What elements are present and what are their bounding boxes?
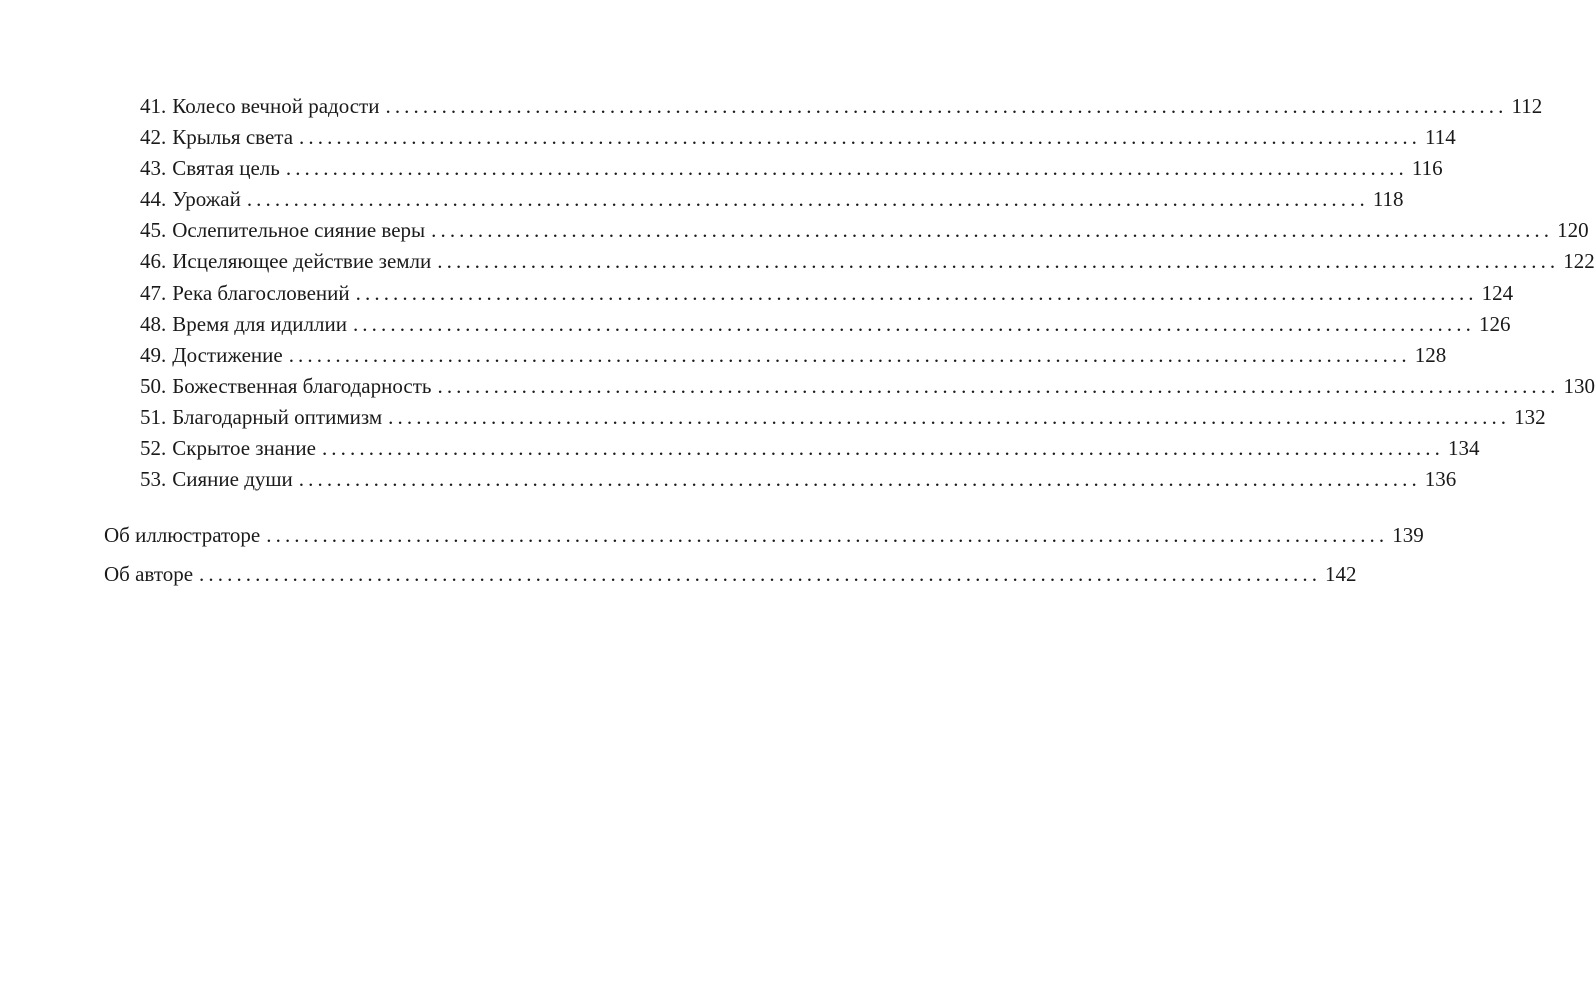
chapter-title: Крылья света <box>172 125 294 149</box>
page-number: 136 <box>1424 467 1457 491</box>
chapter-number: 46. <box>140 249 167 273</box>
dot-leader: ........................................................................................................................ <box>385 94 1508 118</box>
page-number: 114 <box>1425 125 1456 149</box>
chapter-number: 49. <box>140 343 167 367</box>
chapter-number: 47. <box>140 281 167 305</box>
toc-entry-51 <box>140 402 1546 433</box>
page-number: 120 <box>1557 218 1589 242</box>
chapter-number: 48. <box>140 312 167 336</box>
chapter-title: Достижение <box>172 343 283 367</box>
toc-entry-47 <box>140 278 1514 309</box>
chapter-number: 43. <box>140 156 167 180</box>
dot-leader: ........................................................................................................................ <box>352 312 1475 336</box>
toc-entry-46 <box>140 246 1595 277</box>
toc-entry-41 <box>140 91 1543 122</box>
chapter-number: 44. <box>140 187 167 211</box>
chapter-number: 51. <box>140 405 167 429</box>
page-number: 112 <box>1511 94 1543 118</box>
dot-leader: ........................................................................................................................ <box>355 281 1478 305</box>
dot-leader: ........................................................................................................................ <box>431 218 1554 242</box>
page-number: 134 <box>1447 436 1480 460</box>
chapter-number: 52. <box>140 436 167 460</box>
toc-entry-53 <box>140 464 1457 495</box>
chapter-title: Колесо вечной радости <box>172 94 380 118</box>
dot-leader: ........................................................................................................................ <box>437 249 1560 273</box>
toc-entry-49 <box>140 340 1447 371</box>
page-number: 142 <box>1325 562 1357 586</box>
chapter-number: 50. <box>140 374 167 398</box>
chapter-number: 45. <box>140 218 167 242</box>
chapter-title: Ослепительное сияние веры <box>172 218 426 242</box>
dot-leader: ........................................................................................................................ <box>285 156 1408 180</box>
page-number: 116 <box>1411 156 1443 180</box>
chapter-title: Благодарный оптимизм <box>172 405 383 429</box>
page-number: 124 <box>1481 281 1514 305</box>
dot-leader: ........................................................................................................................ <box>246 187 1369 211</box>
page-number: 126 <box>1478 312 1511 336</box>
toc-entry-45 <box>140 215 1589 246</box>
toc-entry-about-author <box>104 559 1357 590</box>
dot-leader: ........................................................................................................................ <box>298 467 1421 491</box>
chapter-title: Скрытое знание <box>172 436 316 460</box>
chapter-title: Время для идиллии <box>172 312 347 336</box>
dot-leader: ........................................................................................................................ <box>437 374 1560 398</box>
section-title: Об авторе <box>104 562 194 586</box>
toc-entry-about-illustrator <box>104 520 1424 551</box>
toc-entry-52 <box>140 433 1480 464</box>
page-number: 130 <box>1563 374 1595 398</box>
toc-entry-48 <box>140 309 1511 340</box>
dot-leader: ........................................................................................................................ <box>321 436 1444 460</box>
chapter-number: 42. <box>140 125 167 149</box>
chapter-title: Исцеляющее действие земли <box>172 249 432 273</box>
chapter-number: 53. <box>140 467 167 491</box>
dot-leader: ........................................................................................................................ <box>388 405 1511 429</box>
chapter-title: Река благословений <box>172 281 350 305</box>
page-number: 132 <box>1514 405 1546 429</box>
dot-leader: ........................................................................................................................ <box>199 562 1322 586</box>
chapter-title: Сияние души <box>172 467 293 491</box>
toc-entry-42 <box>140 122 1456 153</box>
page-number: 122 <box>1563 249 1595 273</box>
chapter-title: Святая цель <box>172 156 280 180</box>
page-number: 118 <box>1372 187 1404 211</box>
dot-leader: ........................................................................................................................ <box>299 125 1422 149</box>
chapter-number: 41. <box>140 94 167 118</box>
toc-entry-44 <box>140 184 1404 215</box>
dot-leader: ........................................................................................................................ <box>266 523 1389 547</box>
chapter-title: Божественная благодарность <box>172 374 432 398</box>
toc-entry-50 <box>140 371 1595 402</box>
section-title: Об иллюстраторе <box>104 523 261 547</box>
page-number: 139 <box>1392 523 1424 547</box>
page-number: 128 <box>1414 343 1447 367</box>
chapter-title: Урожай <box>172 187 241 211</box>
toc-entry-43 <box>140 153 1443 184</box>
dot-leader: ........................................................................................................................ <box>288 343 1411 367</box>
